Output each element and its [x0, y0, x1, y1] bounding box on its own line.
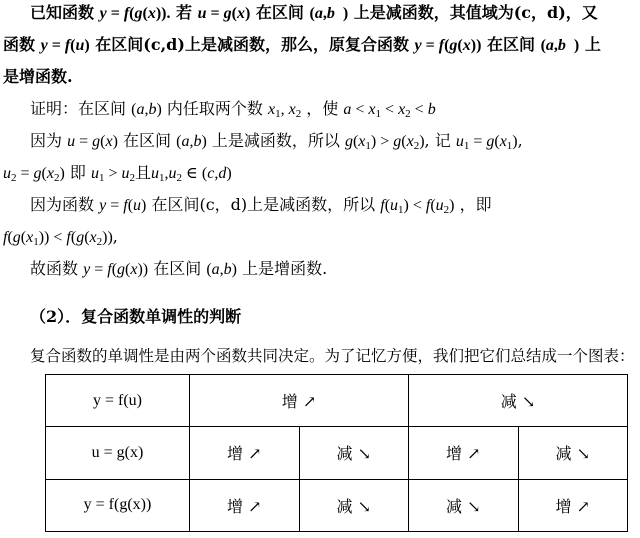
text: 上	[584, 35, 601, 54]
text: 因为函数	[30, 195, 95, 214]
formula: (a,b)	[176, 133, 207, 150]
table-cell: 减 ↘	[409, 479, 519, 531]
proof-line-6	[30, 258, 327, 281]
table-cell: 减 ↘	[299, 479, 409, 531]
formula: (a,b)	[206, 261, 237, 278]
text: 内任取两个数	[166, 99, 263, 118]
formula: y = f(g(x)).	[99, 5, 171, 22]
formula: y = f(g(x))	[83, 261, 149, 278]
monotonicity-table	[45, 374, 628, 532]
theorem-line-1	[30, 2, 598, 25]
formula: (a,b )	[309, 5, 349, 22]
formula: $u_1 > u_2$	[91, 165, 136, 184]
text: 证明：在区间	[30, 99, 127, 118]
text: ,	[112, 227, 118, 246]
proof-line-3	[3, 162, 232, 189]
table-row	[46, 427, 628, 479]
formula: y = f(u)	[99, 197, 147, 214]
table-cell: 增 ↗	[190, 479, 300, 531]
text: 且	[135, 163, 152, 182]
text: 已知函数	[30, 3, 95, 22]
text: 函数	[3, 35, 36, 54]
proof-line-4	[30, 194, 492, 221]
text: 上是增函数.	[242, 259, 328, 278]
theorem-line-2	[3, 34, 601, 57]
row-header-composite: y = f(g(x))	[46, 479, 190, 531]
text: 在区间	[255, 3, 304, 22]
theorem-line-3	[3, 66, 73, 88]
formula: $f(u_1) < f(u_2)$	[380, 197, 455, 216]
formula: $g(x_1) > g(x_2)$	[344, 133, 425, 152]
text: ,	[517, 131, 523, 150]
text: 若	[176, 3, 193, 22]
outer-decreasing-cell: 减 ↘	[409, 375, 628, 427]
text: 在区间	[486, 35, 535, 54]
text: 在区间(c，d)上是减函数，所以	[151, 195, 376, 214]
text: ，使	[306, 99, 339, 118]
text: 即	[69, 163, 86, 182]
text: 上是减函数，其值域为(c，d)，又	[353, 3, 598, 22]
table-cell: 减 ↘	[299, 427, 409, 479]
table-cell: 增 ↗	[190, 427, 300, 479]
text: 记	[434, 131, 451, 150]
formula: $a < x_1 < x_2 < b$	[343, 101, 436, 120]
text: ，即	[459, 195, 492, 214]
formula: u = g(x)	[67, 133, 118, 150]
formula: $u_1 = g(x_1)$	[455, 133, 518, 152]
table-cell: 增 ↗	[518, 479, 628, 531]
formula: y = f(u)	[40, 37, 90, 54]
formula: $f(g(x_1)) < f(g(x_2))$	[3, 229, 113, 248]
formula: $x_1$, $x_2$	[267, 101, 302, 120]
table-cell: 增 ↗	[409, 427, 519, 479]
formula: $u_1,u_2$ ∈ (c,d)	[151, 165, 232, 184]
text: 在区间(c,d)上是减函数，那么，原复合函数	[95, 35, 409, 54]
table-cell: 减 ↘	[518, 427, 628, 479]
table-row	[46, 375, 628, 427]
proof-line-1	[30, 98, 436, 125]
formula: y = f(g(x))	[414, 37, 482, 54]
table-row	[46, 479, 628, 531]
text: 在区间	[153, 259, 202, 278]
row-header-outer: y = f(u)	[46, 375, 190, 427]
text: 是增函数.	[3, 67, 73, 86]
formula: $u_2 = g(x_2)$	[3, 165, 65, 184]
text: 因为	[30, 131, 63, 150]
text: ,	[424, 131, 430, 150]
outer-increasing-cell: 增 ↗	[190, 375, 409, 427]
section-intro: 复合函数的单调性是由两个函数共同决定。为了记忆方便，我们把它们总结成一个图表：	[30, 347, 635, 365]
formula: (a,b )	[540, 37, 580, 54]
text: 上是减函数，所以	[211, 131, 340, 150]
section-heading: （2）．复合函数单调性的判断	[30, 307, 242, 326]
formula: u = g(x)	[197, 5, 251, 22]
text: 在区间	[123, 131, 172, 150]
row-header-inner: u = g(x)	[46, 427, 190, 479]
text: 故函数	[30, 259, 79, 278]
proof-line-2	[30, 130, 523, 157]
formula: (a,b)	[131, 101, 162, 118]
proof-line-5	[3, 226, 118, 253]
